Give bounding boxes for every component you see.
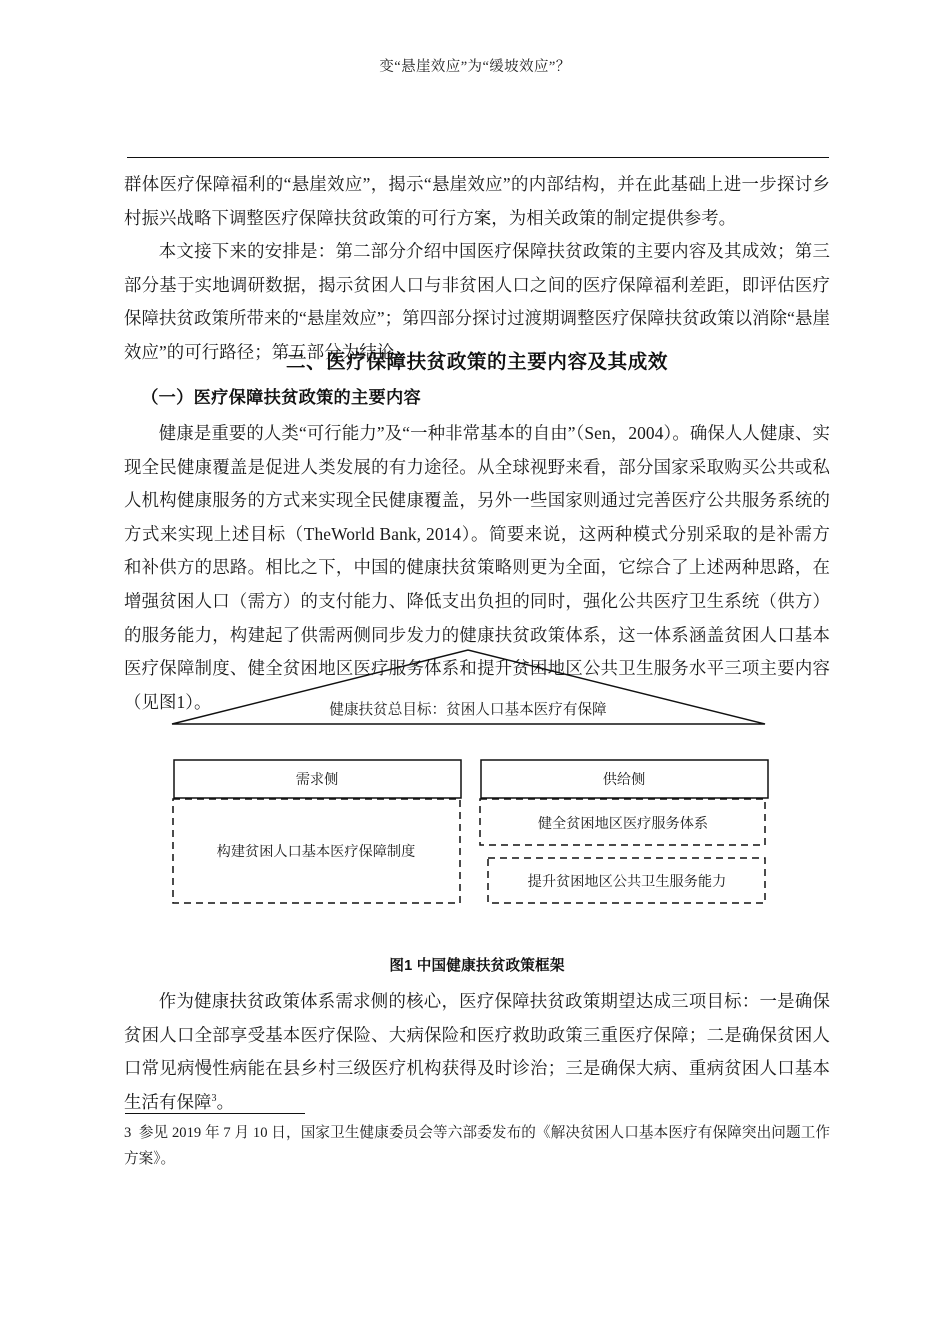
header-divider-rule	[127, 157, 829, 158]
paragraph-three-goals-text: 作为健康扶贫政策体系需求侧的核心，医疗保障扶贫政策期望达成三项目标：一是确保贫困人口全部享受基本医疗保险、大病保险和医疗救助政策三重医疗保障；二是确保贫困人口常见病慢性病能在县乡村三级医疗机构获得及时诊治；三是确保大病、重病贫困人口基本生活有保障	[124, 991, 830, 1112]
footnote-entry	[124, 1120, 830, 1172]
paragraph-three-goals	[124, 985, 830, 1119]
footnote-separator-rule	[125, 1113, 305, 1114]
figure-caption: 图1 中国健康扶贫政策框架	[389, 958, 565, 974]
footnote-marker-inline: 3	[211, 1092, 217, 1104]
subsection-heading: （一）医疗保障扶贫政策的主要内容	[141, 387, 421, 407]
subsection-heading-block	[124, 383, 830, 408]
figure-policy-framework	[124, 636, 830, 936]
supply-side-item2-label: 提升贫困地区公共卫生服务能力	[527, 874, 727, 890]
paragraph-structure-outline: 本文接下来的安排是：第二部分介绍中国医疗保障扶贫政策的主要内容及其成效；第三部分基于实地调研数据，揭示贫困人口与非贫困人口之间的医疗保障福利差距，即评估医疗保障扶贫政策所带来的“悬崖效应”；第四部分探讨过渡期调整医疗保障扶贫政策以消除“悬崖效应”的可行路径；第五部分为结论。	[124, 241, 830, 362]
supply-side-item1-label: 健全贫困地区医疗服务体系	[537, 816, 709, 832]
paragraph-continuation: 群体医疗保障福利的“悬崖效应”，揭示“悬崖效应”的内部结构，并在此基础上进一步探讨乡村振兴战略下调整医疗保障扶贫政策的可行方案，为相关政策的制定提供参考。	[124, 174, 830, 228]
running-header: 变“悬崖效应”为“缓坡效应”？	[379, 59, 571, 75]
paragraph-block-1	[124, 168, 830, 235]
section-heading: 二、医疗保障扶贫政策的主要内容及其成效	[286, 351, 668, 373]
paragraph-block-4	[124, 985, 830, 1119]
footnote-text: 参见 2019 年 7 月 10 日，国家卫生健康委员会等六部委发布的《解决贫困人口基本医疗有保障突出问题工作方案》。	[124, 1125, 830, 1167]
footnote-number: 3	[124, 1125, 132, 1141]
paragraph-policy-content: 健康是重要的人类“可行能力”及“一种非常基本的自由”（Sen，2004）。确保人人健康、实现全民健康覆盖是促进人类发展的有力途径。从全球视野来看，部分国家采取购买公共或私人机构健康服务的方式来实现全民健康覆盖，另外一些国家则通过完善医疗公共服务系统的方式来实现上述目标（TheWorld Bank, 2014）。简要来说，这两种模式分别采取的是补需方和补供方的思路。相比之下，中国的健康扶贫策略则更为全面，它综合了上述两种思路，在增强贫困人口（需方）的支付能力、降低支出负担的同时，强化公共医疗卫生系统（供方）的服务能力，构建起了供需两侧同步发力的健康扶贫政策体系，这一体系涵盖贫困人口基本医疗保障制度、健全贫困地区医疗服务体系和提升贫困地区公共卫生服务水平三项主要内容（见图1）。	[124, 423, 830, 712]
roof-label: 健康扶贫总目标：贫困人口基本医疗有保障	[329, 702, 607, 718]
demand-side-item-label: 构建贫困人口基本医疗保障制度	[216, 844, 416, 860]
demand-side-header-label: 需求侧	[295, 772, 339, 788]
section-heading-block	[124, 346, 830, 374]
paragraph-three-goals-tail: 。	[216, 1091, 235, 1112]
figure-svg	[124, 636, 830, 936]
supply-side-header-label: 供给侧	[602, 772, 646, 788]
